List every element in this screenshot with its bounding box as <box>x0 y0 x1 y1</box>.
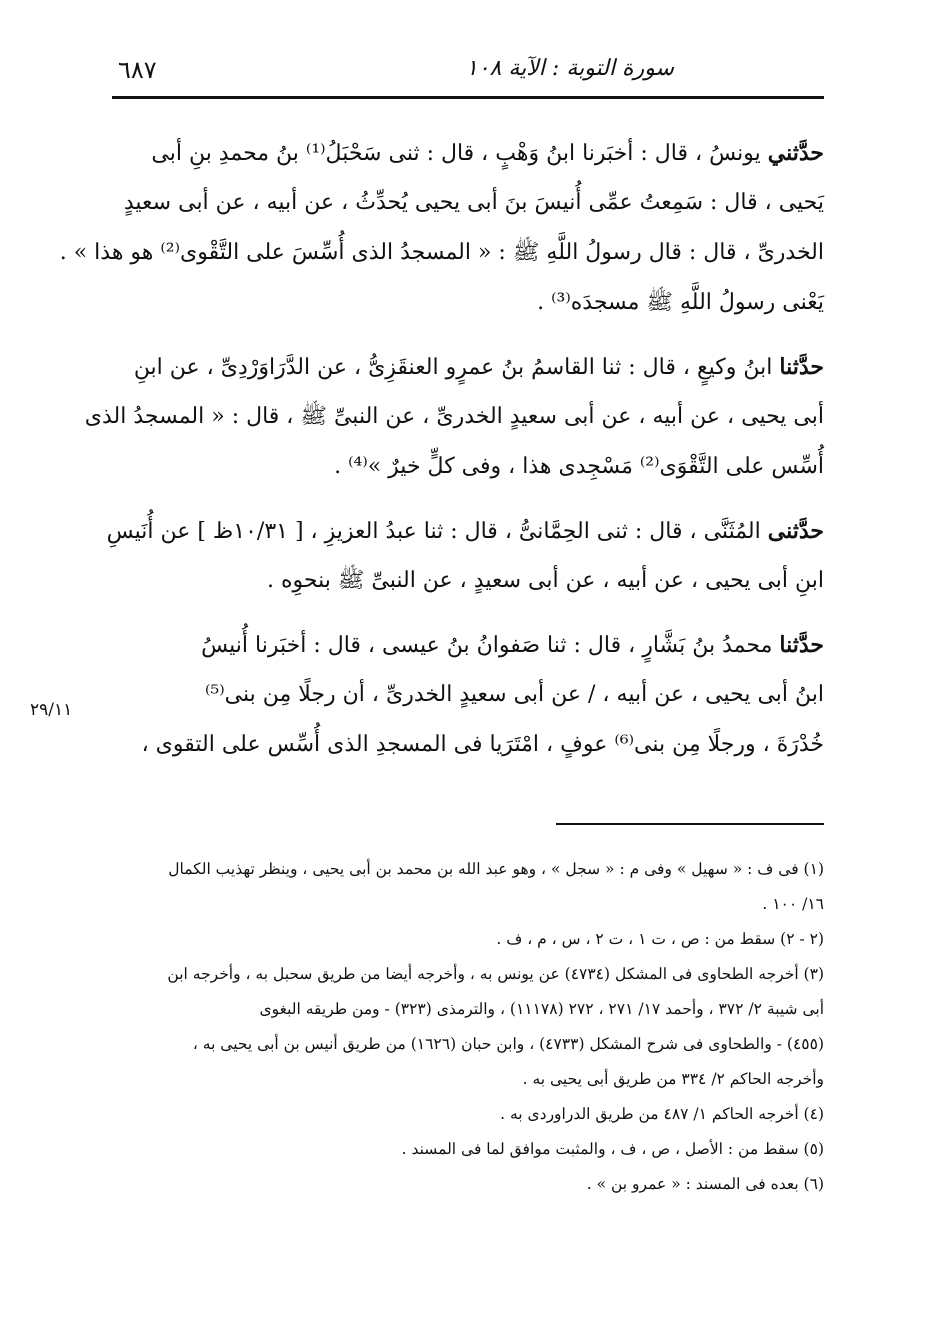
text-line: حدَّثنا ابنُ وكيعٍ ، قال : ثنا القاسمُ بنُ عمرٍو العنقَزِىُّ ، عن الدَّرَاوَرْدِىِّ ، عن ابنِ <box>133 354 824 380</box>
footnote-line: (٦) بعده فى المسند : « عمرو بن » . <box>586 1175 824 1193</box>
text-line: خُدْرَةَ ، ورجلًا مِن بنى⁽⁶⁾ عوفٍ ، امْتَرَيا فى المسجدِ الذى أُسِّس على التقوى ، <box>141 732 824 757</box>
footnote-line: (٤) أخرجه الحاكم ١/ ٤٨٧ من طريق الدراوردى به . <box>500 1105 824 1123</box>
footnote-line: وأخرجه الحاكم ٢/ ٣٣٤ من طريق أبى يحيى به . <box>522 1070 824 1088</box>
footnotes <box>112 852 824 1202</box>
paragraph-lead: حدَّثنى <box>767 518 824 544</box>
paragraph <box>112 620 824 770</box>
margin-reference: ٢٩/١١ <box>30 700 73 720</box>
text-line: حدَّثنا محمدُ بنُ بَشَّارٍ ، قال : ثنا صَفوانُ بنُ عيسى ، قال : أخبَرنا أُنيسُ <box>201 632 824 658</box>
text-line: الخدرىِّ ، قال : قال رسولُ اللَّهِ ﷺ : « المسجدُ الذى أُسِّسَ على التَّقْوى⁽²⁾ هو هذا » . <box>59 240 824 265</box>
text-line: ابنِ أبى يحيى ، عن أبيه ، عن أبى سعيدٍ ، عن النبىِّ ﷺ بنحوِه . <box>266 568 824 593</box>
text-line: حدَّثني يونسُ ، قال : أخبَرنا ابنُ وَهْبٍ ، قال : ثنى سَحْبَلُ⁽¹⁾ بنُ محمدِ بنِ أبى <box>151 140 824 166</box>
text-line: أبى يحيى ، عن أبيه ، عن أبى سعيدٍ الخدرىِّ ، عن النبىِّ ﷺ ، قال : « المسجدُ الذى <box>84 404 824 429</box>
page-number: ٦٨٧ <box>118 56 157 84</box>
paragraph-lead: حدَّثني <box>767 140 824 166</box>
footnote-line: (٥) سقط من : الأصل ، ص ، ف ، والمثبت موافق لما فى المسند . <box>401 1140 824 1158</box>
main-text <box>59 128 824 784</box>
footnote-line: (٤٥٥) - والطحاوى فى شرح المشكل (٤٧٣٣) ، وابن حبان (١٦٢٦) من طريق أنيس بن أبى يحيى به ، <box>192 1035 824 1053</box>
footnote-line: (٣) أخرجه الطحاوى فى المشكل (٤٧٣٤) عن يونس به ، وأخرجه أيضا من طريق سحبل به ، وأخرجه ابن <box>167 965 824 983</box>
paragraph <box>106 506 824 606</box>
paragraph-lead: حدَّثنا <box>779 632 824 658</box>
paragraph <box>84 342 824 492</box>
text-line: يَعْنى رسولُ اللَّهِ ﷺ مسجدَه⁽³⁾ . <box>537 290 824 315</box>
text-line: أُسِّس على التَّقْوَى⁽²⁾ مَسْجِدى هذا ، وفى كلٍّ خيرٌ »⁽⁴⁾ . <box>334 454 824 479</box>
footnote-line: ١٦/ ١٠٠ . <box>762 895 824 913</box>
header-rule <box>112 96 824 99</box>
footnote-line: أبى شيبة ٢/ ٣٧٢ ، وأحمد ١٧/ ٢٧١ ، ٢٧٢ (١١١٧٨) ، والترمذى (٣٢٣) - ومن طريقه البغوى <box>259 1000 824 1018</box>
footnote-rule <box>556 823 824 825</box>
page-header <box>112 50 824 90</box>
text-line: حدَّثنى المُثَنَّى ، قال : ثنى الحِمَّانىُّ ، قال : ثنا عبدُ العزيزِ ، [ ١٠/٣١ظ ] عن أُنَيسِ <box>106 518 824 544</box>
text-line: يَحيى ، قال : سَمِعتُ عمِّى أُنيسَ بنَ أبى يحيى يُحدِّثُ ، عن أبيه ، عن أبى سعيدٍ <box>123 190 824 215</box>
running-title: سورة التوبة : الآية ١٠٨ <box>465 56 674 81</box>
paragraph-lead: حدَّثنا <box>779 354 824 380</box>
paragraph <box>59 128 824 328</box>
footnote-line: (٢ - ٢) سقط من : ص ، ت ١ ، ت ٢ ، س ، م ، ف . <box>496 930 824 948</box>
footnote-line: (١) فى ف : « سهيل » وفى م : « سجل » ، وهو عبد الله بن محمد بن أبى يحيى ، وينظر تهذيب الكمال <box>168 860 824 878</box>
text-line: ابنُ أبى يحيى ، عن أبيه ، / عن أبى سعيدٍ الخدرىِّ ، أن رجلًا مِن بنى⁽⁵⁾ <box>205 682 824 707</box>
